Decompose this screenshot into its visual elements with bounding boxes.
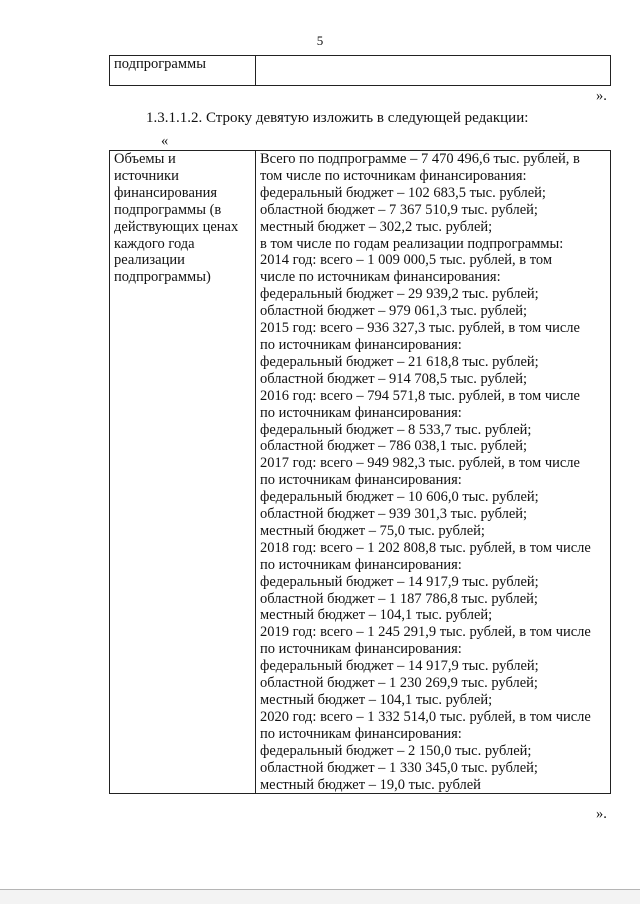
text-line: областной бюджет – 1 187 786,8 тыс. рублей; xyxy=(260,590,538,607)
text-line: 2019 год: всего – 1 245 291,9 тыс. рублей, в том числе xyxy=(260,624,591,641)
text-line: областной бюджет – 7 367 510,9 тыс. рублей; xyxy=(260,201,538,218)
closing-quote: ». xyxy=(596,88,607,104)
text-line: подпрограммы (в xyxy=(114,201,222,218)
text-line: каждого года xyxy=(114,235,195,252)
text-line: местный бюджет – 104,1 тыс. рублей; xyxy=(260,692,493,708)
text-line: 2014 год: всего – 1 009 000,5 тыс. рублей, в том xyxy=(260,252,553,269)
text-line: местный бюджет – 104,1 тыс. рублей; xyxy=(260,607,493,624)
table-row xyxy=(110,56,611,86)
text-line: местный бюджет – 19,0 тыс. рублей xyxy=(260,776,481,793)
closing-quote: ». xyxy=(596,806,607,822)
text-line: федеральный бюджет – 8 533,7 тыс. рублей; xyxy=(260,421,532,438)
text-line: областной бюджет – 979 061,3 тыс. рублей; xyxy=(260,303,528,320)
text-line: федеральный бюджет – 102 683,5 тыс. рублей; xyxy=(260,184,546,201)
text-line: 2020 год: всего – 1 332 514,0 тыс. рублей, в том числе xyxy=(260,708,591,725)
text-line: Всего по подпрограмме – 7 470 496,6 тыс. рублей, в xyxy=(260,151,580,167)
page-number: 5 xyxy=(316,33,324,48)
text-line: реализации xyxy=(114,252,185,269)
text-line: областной бюджет – 786 038,1 тыс. рублей; xyxy=(260,438,528,455)
text-line: федеральный бюджет – 14 917,9 тыс. рублей; xyxy=(260,573,539,590)
text-line: источники xyxy=(114,167,179,184)
text-line: в том числе по годам реализации подпрограммы: xyxy=(260,235,564,252)
text-line: по источникам финансирования: xyxy=(260,725,462,742)
text-line: числе по источникам финансирования: xyxy=(260,269,501,286)
amendment-instruction: 1.3.1.1.2. Строку девятую изложить в следующей редакции: xyxy=(146,110,529,126)
text-line: 2015 год: всего – 936 327,3 тыс. рублей, в том числе xyxy=(260,320,580,337)
text-line: местный бюджет – 75,0 тыс. рублей; xyxy=(260,522,485,539)
text-line: федеральный бюджет – 21 618,8 тыс. рублей; xyxy=(260,353,539,370)
funding-details-cell xyxy=(256,151,611,794)
text-line: по источникам финансирования: xyxy=(260,472,462,489)
text-line: федеральный бюджет – 14 917,9 тыс. рублей; xyxy=(260,658,539,675)
text-line: федеральный бюджет – 29 939,2 тыс. рублей; xyxy=(260,286,539,303)
text-line: подпрограммы) xyxy=(114,269,211,286)
text-line: финансирования xyxy=(114,184,218,201)
scan-edge xyxy=(0,889,640,904)
table-cell-label: подпрограммы xyxy=(110,56,256,86)
text-line: 2016 год: всего – 794 571,8 тыс. рублей, в том числе xyxy=(260,387,580,404)
table-row xyxy=(110,151,611,794)
text-line: федеральный бюджет – 2 150,0 тыс. рублей; xyxy=(260,742,532,759)
label-lines xyxy=(114,151,251,286)
text-line: по источникам финансирования: xyxy=(260,404,462,421)
funding-label-cell xyxy=(110,151,256,794)
text-line: том числе по источникам финансирования: xyxy=(260,167,527,184)
text-line: действующих ценах xyxy=(114,218,239,235)
table-cell-value xyxy=(256,56,611,86)
text-line: по источникам финансирования: xyxy=(260,556,462,573)
text-line: 2017 год: всего – 949 982,3 тыс. рублей, в том числе xyxy=(260,455,580,472)
detail-lines xyxy=(260,151,606,793)
funding-table xyxy=(109,150,611,794)
text-line: 2018 год: всего – 1 202 808,8 тыс. рублей, в том числе xyxy=(260,539,591,556)
previous-table-fragment xyxy=(109,55,611,86)
text-line: по источникам финансирования: xyxy=(260,336,462,353)
text-line: Объемы и xyxy=(114,151,176,167)
opening-quote: « xyxy=(161,133,169,149)
text-line: областной бюджет – 1 230 269,9 тыс. рублей; xyxy=(260,675,538,692)
text-line: федеральный бюджет – 10 606,0 тыс. рублей; xyxy=(260,489,539,506)
text-line: областной бюджет – 1 330 345,0 тыс. рублей; xyxy=(260,759,538,776)
text-line: областной бюджет – 914 708,5 тыс. рублей; xyxy=(260,370,528,387)
text-line: местный бюджет – 302,2 тыс. рублей; xyxy=(260,218,493,235)
text-line: областной бюджет – 939 301,3 тыс. рублей; xyxy=(260,506,528,523)
text-line: по источникам финансирования: xyxy=(260,641,462,658)
